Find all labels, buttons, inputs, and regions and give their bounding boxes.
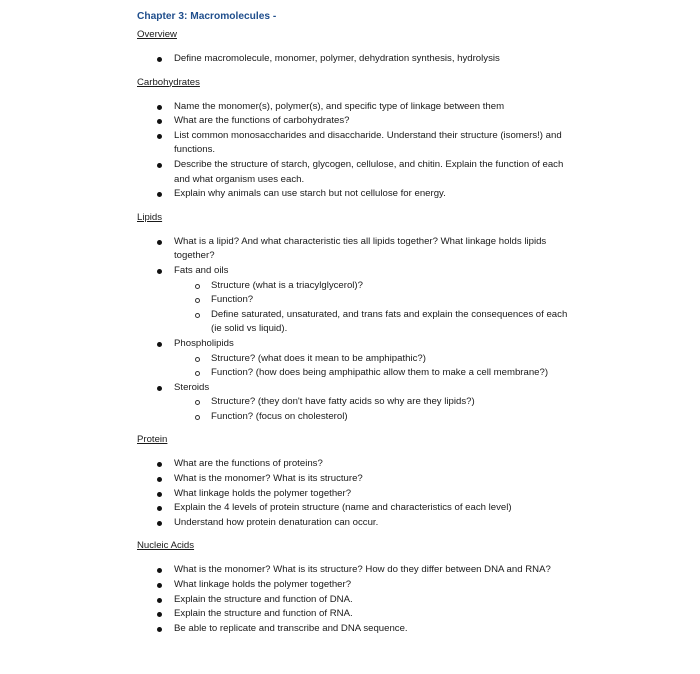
section-heading: Carbohydrates bbox=[137, 76, 200, 88]
bullet-icon bbox=[157, 192, 162, 197]
list-item: What is the monomer? What is its structure? bbox=[137, 472, 577, 487]
sub-list-item: Define saturated, unsaturated, and trans fats and explain the consequences of each (ie solid vs liquid). bbox=[174, 308, 577, 337]
bullet-icon bbox=[157, 134, 162, 139]
bullet-icon bbox=[157, 105, 162, 110]
sub-bullet-list bbox=[174, 395, 577, 424]
bullet-icon bbox=[157, 521, 162, 526]
sub-bullet-list bbox=[174, 279, 577, 337]
hollow-bullet-icon bbox=[195, 284, 200, 289]
section-lipids bbox=[137, 210, 577, 433]
bullet-list bbox=[137, 52, 577, 67]
list-item: Explain the 4 levels of protein structure (name and characteristics of each level) bbox=[137, 501, 577, 516]
bullet-icon bbox=[157, 240, 162, 245]
list-item: Define macromolecule, monomer, polymer, dehydration synthesis, hydrolysis bbox=[137, 52, 577, 67]
bullet-icon bbox=[157, 598, 162, 603]
bullet-icon bbox=[157, 568, 162, 573]
bullet-icon bbox=[157, 57, 162, 62]
section-heading: Protein bbox=[137, 434, 168, 446]
section-nucleic-acids bbox=[137, 538, 577, 636]
list-item: Phospholipids Structure? (what does it mean to be amphipathic?) Function? (how does being amphipathic allow them to make a cell membrane?) bbox=[137, 337, 577, 381]
bullet-icon bbox=[157, 477, 162, 482]
list-item: Name the monomer(s), polymer(s), and specific type of linkage between them bbox=[137, 100, 577, 115]
hollow-bullet-icon bbox=[195, 357, 200, 362]
list-item: What are the functions of carbohydrates? bbox=[137, 114, 577, 129]
bullet-icon bbox=[157, 462, 162, 467]
bullet-icon bbox=[157, 612, 162, 617]
bullet-icon bbox=[157, 627, 162, 632]
sub-list-item: Structure? (they don't have fatty acids so why are they lipids?) bbox=[174, 395, 577, 410]
list-item: What linkage holds the polymer together? bbox=[137, 487, 577, 502]
section-overview bbox=[137, 27, 577, 75]
list-item: List common monosaccharides and disaccharide. Understand their structure (isomers!) and functions. bbox=[137, 129, 577, 158]
bullet-icon bbox=[157, 583, 162, 588]
list-item: Be able to replicate and transcribe and DNA sequence. bbox=[137, 622, 577, 637]
hollow-bullet-icon bbox=[195, 313, 200, 318]
list-item: What linkage holds the polymer together? bbox=[137, 578, 577, 593]
section-protein bbox=[137, 432, 577, 538]
bullet-icon bbox=[157, 269, 162, 274]
hollow-bullet-icon bbox=[195, 415, 200, 420]
section-heading: Overview bbox=[137, 29, 177, 40]
sub-list-item: Function? (how does being amphipathic allow them to make a cell membrane?) bbox=[174, 366, 577, 381]
sub-list-item: Structure? (what does it mean to be amphipathic?) bbox=[174, 352, 577, 367]
sub-list-item: Structure (what is a triacylglycerol)? bbox=[174, 279, 577, 294]
bullet-icon bbox=[157, 492, 162, 497]
hollow-bullet-icon bbox=[195, 298, 200, 303]
bullet-list bbox=[137, 563, 577, 636]
list-item: What is the monomer? What is its structure? How do they differ between DNA and RNA? bbox=[137, 563, 577, 578]
bullet-list bbox=[137, 235, 577, 425]
list-item: Steroids Structure? (they don't have fatty acids so why are they lipids?) Function? (focus on cholesterol) bbox=[137, 381, 577, 425]
list-item: What are the functions of proteins? bbox=[137, 457, 577, 472]
bullet-list bbox=[137, 457, 577, 530]
bullet-icon bbox=[157, 506, 162, 511]
list-item: Explain why animals can use starch but not cellulose for energy. bbox=[137, 187, 577, 202]
list-item: Understand how protein denaturation can occur. bbox=[137, 516, 577, 531]
bullet-icon bbox=[157, 119, 162, 124]
sub-list-item: Function? bbox=[174, 293, 577, 308]
chapter-title: Chapter 3: Macromolecules - bbox=[137, 11, 277, 22]
document-body bbox=[137, 9, 577, 636]
bullet-icon bbox=[157, 386, 162, 391]
list-item: Explain the structure and function of DNA. bbox=[137, 593, 577, 608]
bullet-list bbox=[137, 100, 577, 202]
bullet-icon bbox=[157, 163, 162, 168]
list-item: Fats and oils Structure (what is a triacylglycerol)? Function? Define saturated, unsaturated, and trans fats and explain the consequences of each (ie solid vs liquid). bbox=[137, 264, 577, 337]
bullet-icon bbox=[157, 342, 162, 347]
list-item: What is a lipid? And what characteristic ties all lipids together? What linkage holds lipids together? bbox=[137, 235, 577, 264]
list-item: Explain the structure and function of RNA. bbox=[137, 607, 577, 622]
sub-list-item: Function? (focus on cholesterol) bbox=[174, 410, 577, 425]
hollow-bullet-icon bbox=[195, 400, 200, 405]
section-heading: Lipids bbox=[137, 211, 163, 223]
sub-bullet-list bbox=[174, 352, 577, 381]
section-heading: Nucleic Acids bbox=[137, 540, 195, 552]
section-carbohydrates bbox=[137, 75, 577, 210]
hollow-bullet-icon bbox=[195, 371, 200, 376]
list-item: Describe the structure of starch, glycogen, cellulose, and chitin. Explain the function of each and what organism uses each. bbox=[137, 158, 577, 187]
